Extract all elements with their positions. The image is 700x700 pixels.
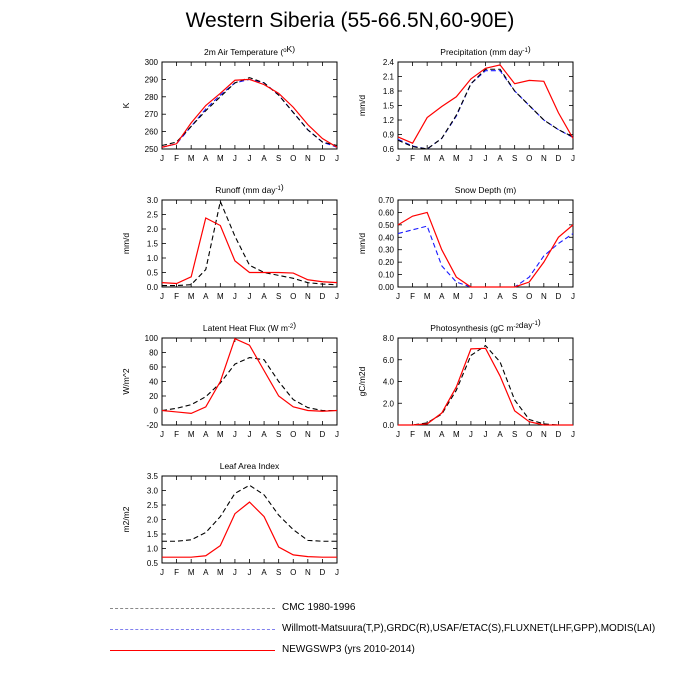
legend-swatch-model [110, 650, 275, 651]
y-tick-label: 0.10 [378, 270, 394, 280]
x-tick-label: F [174, 568, 180, 577]
y-tick-label: 0.40 [378, 233, 394, 243]
x-tick-label: O [290, 430, 297, 439]
x-tick-label: J [335, 430, 339, 439]
x-tick-label: A [497, 154, 503, 163]
y-axis-label: m2/m2 [121, 506, 131, 533]
x-tick-label: M [452, 430, 460, 439]
x-tick-label: N [540, 292, 547, 301]
x-tick-label: J [160, 292, 164, 301]
y-axis-label: mm/d [121, 232, 131, 255]
y-tick-label: 2.4 [382, 58, 394, 67]
panel-title: Photosynthesis (gC $m^{-2}day^{-1}$) [430, 317, 541, 333]
x-tick-label: J [396, 154, 400, 163]
x-tick-label: M [216, 154, 224, 163]
x-tick-label: O [526, 154, 533, 163]
series-line-cmc [398, 69, 573, 149]
legend-item-model [110, 643, 690, 657]
y-tick-label: 3.0 [146, 196, 158, 205]
y-tick-label: 0.0 [146, 283, 158, 292]
x-tick-label: D [319, 430, 326, 439]
x-tick-label: M [423, 430, 431, 439]
y-tick-label: 0.50 [378, 220, 394, 230]
legend-item-obs [110, 622, 690, 636]
y-tick-label: 0.20 [378, 258, 394, 268]
x-tick-label: N [304, 430, 311, 439]
chart-panel [357, 44, 575, 163]
x-tick-label: J [160, 154, 164, 163]
y-tick-label: 260 [144, 127, 158, 137]
x-tick-label: J [247, 430, 252, 439]
x-tick-label: S [275, 430, 282, 439]
x-tick-label: D [319, 154, 326, 163]
x-tick-label: M [216, 568, 224, 577]
legend-swatch-obs [110, 629, 275, 630]
y-tick-label: 2.1 [382, 72, 394, 82]
x-tick-label: A [261, 568, 267, 577]
y-tick-label: 1.2 [382, 116, 394, 125]
y-tick-label: 2.0 [382, 399, 394, 409]
x-tick-label: A [203, 430, 209, 439]
x-tick-label: A [439, 154, 445, 163]
x-tick-label: S [511, 292, 518, 301]
x-tick-label: M [452, 292, 460, 301]
x-tick-label: M [187, 568, 195, 577]
y-tick-label: -20 [146, 421, 158, 430]
y-tick-label: 1.5 [382, 101, 394, 111]
x-tick-label: M [187, 430, 195, 439]
x-tick-label: D [319, 568, 326, 577]
x-tick-label: A [203, 292, 209, 301]
series-line-cmc [398, 346, 573, 425]
series-line-model [162, 502, 337, 557]
plot-frame [398, 62, 573, 149]
y-tick-label: 40 [149, 377, 158, 387]
x-tick-label: O [526, 430, 533, 439]
x-tick-label: J [247, 154, 252, 163]
x-tick-label: J [483, 154, 488, 163]
x-tick-label: A [439, 292, 445, 301]
x-tick-label: A [203, 154, 209, 163]
x-tick-label: F [174, 154, 180, 163]
y-tick-label: 2.0 [146, 515, 158, 525]
x-tick-label: A [203, 568, 209, 577]
chart-panel [121, 182, 339, 301]
x-tick-label: S [275, 292, 282, 301]
x-tick-label: M [452, 154, 460, 163]
panel-title: Precipitation (mm day$^{-1}$) [440, 44, 531, 57]
y-axis-label: mm/d [357, 232, 367, 255]
y-tick-label: 1.8 [382, 87, 394, 96]
series-line-cmc [162, 78, 337, 146]
x-tick-label: N [540, 430, 547, 439]
series-line-cmc [162, 485, 337, 541]
x-tick-label: J [468, 292, 473, 301]
x-tick-label: J [335, 154, 339, 163]
legend-item-cmc [110, 601, 690, 615]
series-line-model [398, 348, 573, 425]
x-tick-label: D [555, 430, 562, 439]
x-tick-label: M [216, 430, 224, 439]
x-tick-label: M [187, 292, 195, 301]
panel-title: 2m Air Temperature ($^o$K) [203, 44, 296, 57]
y-tick-label: 2.0 [146, 225, 158, 234]
x-tick-label: J [396, 430, 400, 439]
y-tick-label: 8.0 [382, 334, 394, 343]
plot-frame [162, 62, 337, 149]
x-tick-label: S [275, 154, 282, 163]
x-tick-label: O [290, 568, 297, 577]
x-tick-label: A [439, 430, 445, 439]
chart-panel [357, 317, 575, 439]
x-tick-label: S [511, 154, 518, 163]
y-tick-label: 0.60 [378, 208, 394, 218]
legend-swatch-cmc [110, 608, 275, 609]
x-tick-label: F [410, 292, 416, 301]
x-tick-label: J [483, 292, 488, 301]
x-tick-label: N [540, 154, 547, 163]
x-tick-label: J [247, 292, 252, 301]
y-tick-label: 0 [153, 406, 158, 416]
x-tick-label: J [335, 292, 339, 301]
x-tick-label: J [396, 292, 400, 301]
x-tick-label: N [304, 568, 311, 577]
x-tick-label: M [423, 292, 431, 301]
x-tick-label: J [468, 154, 473, 163]
x-tick-label: M [216, 292, 224, 301]
x-tick-label: N [304, 154, 311, 163]
x-tick-label: J [232, 568, 237, 577]
y-tick-label: 1.0 [146, 544, 158, 554]
y-tick-label: 3.5 [146, 472, 158, 481]
x-tick-label: O [290, 154, 297, 163]
series-line-obs [398, 71, 573, 149]
x-tick-label: D [555, 154, 562, 163]
plot-frame [398, 338, 573, 425]
x-tick-label: J [160, 568, 164, 577]
x-tick-label: J [483, 430, 488, 439]
y-tick-label: 3.0 [146, 486, 158, 496]
chart-panel [357, 185, 575, 301]
x-tick-label: A [261, 292, 267, 301]
x-tick-label: F [410, 154, 416, 163]
x-tick-label: S [511, 430, 518, 439]
x-tick-label: A [261, 154, 267, 163]
panel-title: Leaf Area Index [219, 461, 280, 471]
x-tick-label: A [261, 430, 267, 439]
x-tick-label: J [247, 568, 252, 577]
x-tick-label: M [187, 154, 195, 163]
x-tick-label: N [304, 292, 311, 301]
x-tick-label: D [319, 292, 326, 301]
y-tick-label: 60 [149, 363, 158, 372]
y-tick-label: 290 [144, 75, 158, 85]
series-line-model [162, 218, 337, 284]
plot-frame [162, 338, 337, 425]
figure-title: Western Siberia (55-66.5N,60-90E) [185, 9, 515, 32]
series-line-model [398, 212, 573, 287]
plot-frame [162, 200, 337, 287]
y-tick-label: 1.5 [146, 239, 158, 249]
legend-label-model: NEWGSWP3 (yrs 2010-2014) [282, 644, 415, 655]
series-line-model [398, 65, 573, 143]
series-line-model [162, 79, 337, 147]
y-tick-label: 280 [144, 92, 158, 102]
chart-panel [121, 461, 339, 577]
y-tick-label: 6.0 [382, 355, 394, 365]
y-axis-label: W/m^2 [121, 368, 131, 395]
y-tick-label: 20 [149, 392, 158, 401]
x-tick-label: J [232, 154, 237, 163]
x-tick-label: J [232, 292, 237, 301]
y-axis-label: mm/d [357, 94, 367, 117]
x-tick-label: F [174, 430, 180, 439]
x-tick-label: D [555, 292, 562, 301]
x-tick-label: J [335, 568, 339, 577]
x-tick-label: O [290, 292, 297, 301]
x-tick-label: J [571, 154, 575, 163]
series-line-cmc [162, 358, 337, 411]
plot-frame [162, 476, 337, 563]
y-tick-label: 0.00 [378, 283, 394, 292]
y-tick-label: 0.70 [378, 196, 394, 205]
x-tick-label: J [571, 292, 575, 301]
y-tick-label: 250 [144, 145, 158, 154]
y-tick-label: 100 [144, 334, 158, 343]
y-tick-label: 4.0 [382, 377, 394, 387]
x-tick-label: M [423, 154, 431, 163]
y-tick-label: 80 [149, 348, 158, 358]
panel-title: Runoff (mm day$^{-1}$) [215, 182, 284, 195]
x-tick-label: J [232, 430, 237, 439]
y-tick-label: 0.5 [146, 268, 158, 278]
y-tick-label: 2.5 [146, 210, 158, 220]
x-tick-label: J [160, 430, 164, 439]
y-tick-label: 2.5 [146, 501, 158, 510]
panel-title: Latent Heat Flux (W $m^{-2}$) [202, 320, 297, 333]
y-axis-label: gC/m2d [357, 366, 367, 397]
y-tick-label: 300 [144, 58, 158, 67]
x-tick-label: A [497, 430, 503, 439]
series-line-model [162, 339, 337, 414]
chart-panel [121, 44, 339, 163]
y-tick-label: 0.30 [378, 245, 394, 255]
y-tick-label: 0.5 [146, 559, 158, 568]
y-tick-label: 1.5 [146, 530, 158, 539]
y-tick-label: 0.9 [382, 130, 394, 140]
y-tick-label: 1.0 [146, 254, 158, 263]
series-line-obs [162, 79, 337, 147]
x-tick-label: A [497, 292, 503, 301]
x-tick-label: F [174, 292, 180, 301]
x-tick-label: O [526, 292, 533, 301]
y-axis-label: K [121, 102, 131, 109]
y-tick-label: 270 [144, 110, 158, 120]
y-tick-label: 0.6 [382, 145, 394, 154]
x-tick-label: S [275, 568, 282, 577]
x-tick-label: J [468, 430, 473, 439]
x-tick-label: J [571, 430, 575, 439]
x-tick-label: F [410, 430, 416, 439]
panel-title: Snow Depth (m) [454, 185, 517, 195]
legend-label-obs: Willmott-Matsuura(T,P),GRDC(R),USAF/ETAC(S),FLUXNET(LHF,GPP),MODIS(LAI) [282, 623, 656, 634]
y-tick-label: 0.0 [382, 421, 394, 430]
chart-panel [121, 320, 339, 439]
legend-label-cmc: CMC 1980-1996 [282, 602, 356, 613]
